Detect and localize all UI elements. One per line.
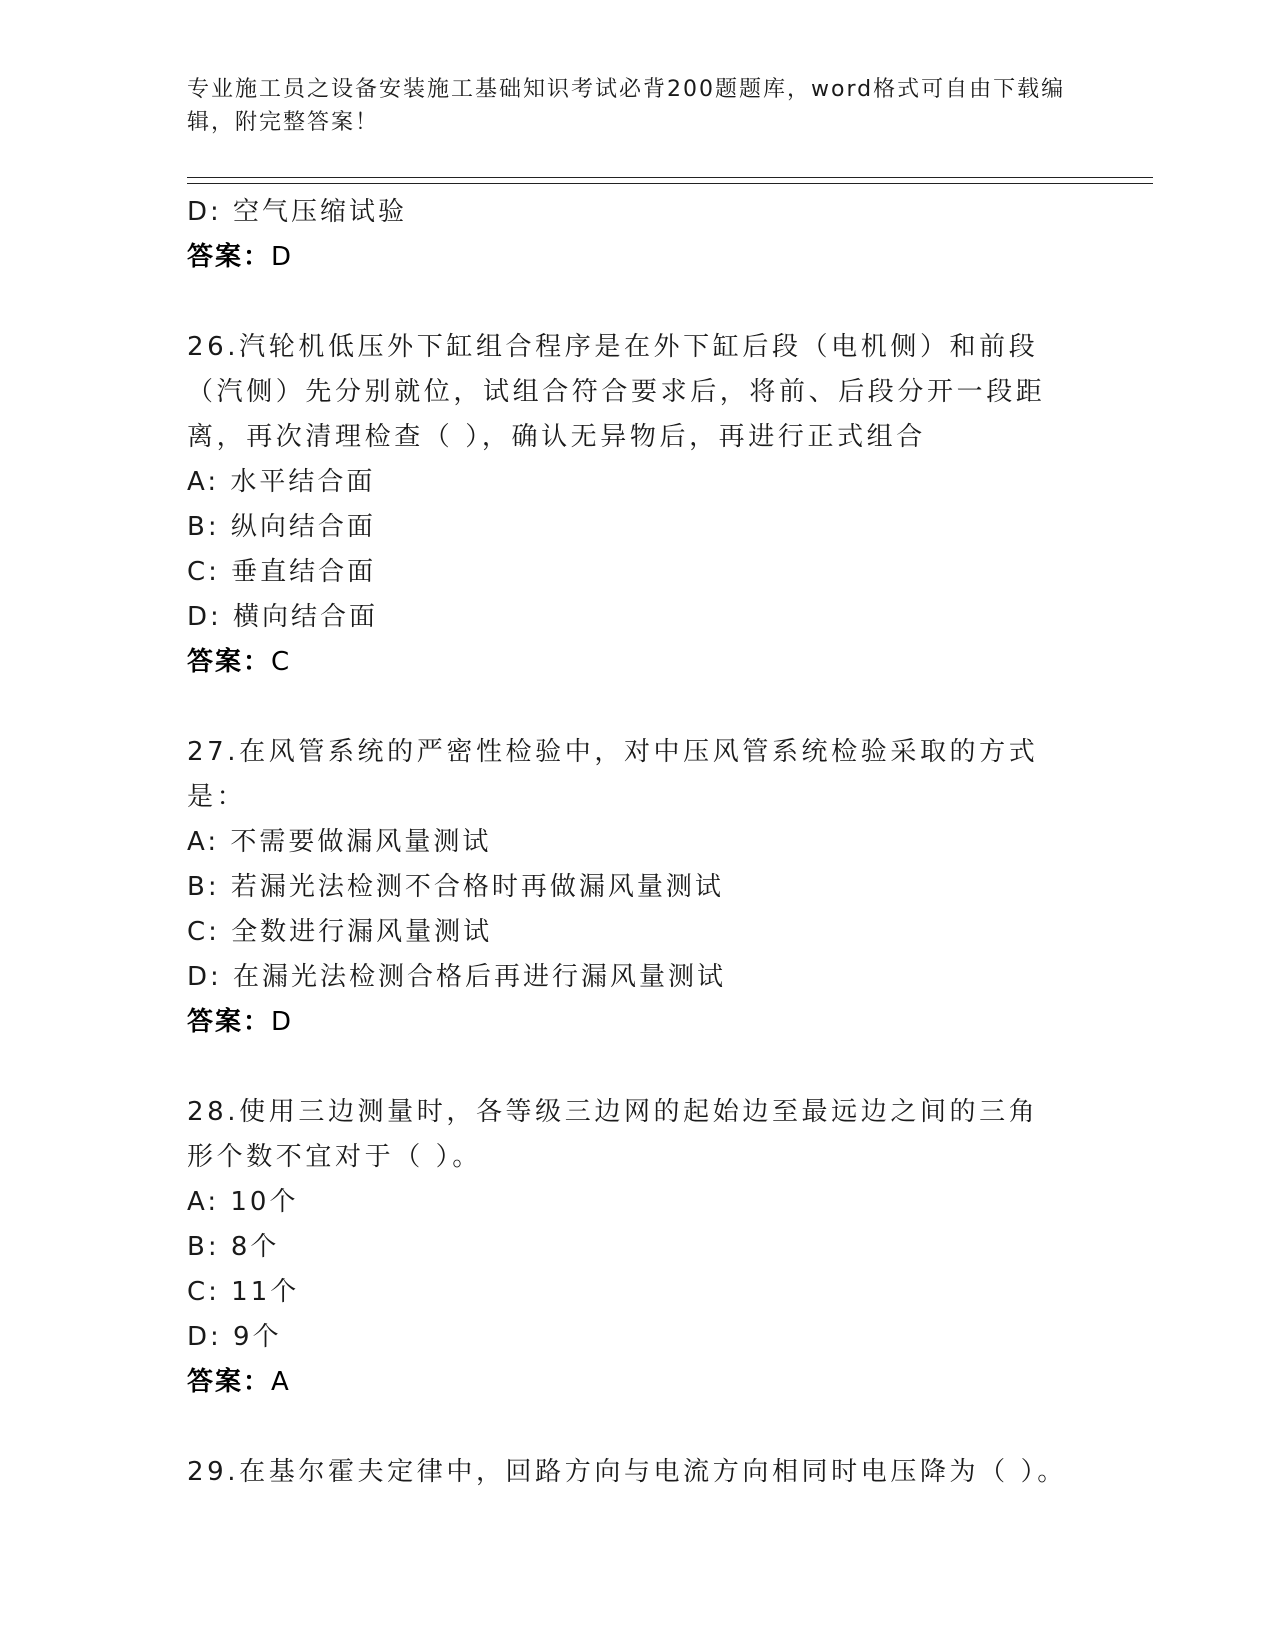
document-body: [187, 190, 1067, 1495]
option-b: B: 纵向结合面: [187, 512, 376, 542]
question-text: 26.汽轮机低压外下缸组合程序是在外下缸后段（电机侧）和前段（汽侧）先分别就位，试组合符合要求后，将前、后段分开一段距离，再次清理检查（ ），确认无异物后，再进行正式组合: [187, 332, 1046, 452]
answer-label: 答案：: [187, 242, 272, 272]
option-d: D: 在漏光法检测合格后再进行漏风量测试: [187, 962, 727, 992]
spacer: [187, 1405, 1067, 1450]
answer: [187, 235, 1067, 280]
answer: [187, 1000, 1067, 1045]
answer-label: 答案：: [187, 1367, 272, 1397]
answer-value: A: [271, 1367, 291, 1397]
option-d: D: 9个: [187, 1322, 282, 1352]
answer-value: D: [271, 242, 294, 272]
question-block: [187, 1450, 1067, 1495]
answer-value: C: [271, 647, 292, 677]
option-c: C: 全数进行漏风量测试: [187, 917, 493, 947]
question-text: 28.使用三边测量时，各等级三边网的起始边至最远边之间的三角形个数不宜对于（ ）。: [187, 1097, 1039, 1172]
document-header: [187, 73, 1087, 139]
question-text: 27.在风管系统的严密性检验中，对中压风管系统检验采取的方式是：: [187, 737, 1039, 812]
spacer: [187, 685, 1067, 730]
header-divider-bottom: [187, 183, 1153, 184]
answer-label: 答案：: [187, 647, 272, 677]
option-a: A: 10个: [187, 1187, 299, 1217]
option-a: A: 不需要做漏风量测试: [187, 827, 492, 857]
answer: [187, 1360, 1067, 1405]
header-divider-top: [187, 177, 1153, 178]
option-d: D: 横向结合面: [187, 602, 379, 632]
question-block: [187, 730, 1067, 1045]
answer: [187, 640, 1067, 685]
spacer: [187, 1045, 1067, 1090]
answer-label: 答案：: [187, 1007, 272, 1037]
question-text: 29.在基尔霍夫定律中，回路方向与电流方向相同时电压降为（ ）。: [187, 1457, 1067, 1487]
option-c: C: 垂直结合面: [187, 557, 377, 587]
option-b: B: 若漏光法检测不合格时再做漏风量测试: [187, 872, 724, 902]
option-a: A: 水平结合面: [187, 467, 376, 497]
option-d: D: 空气压缩试验: [187, 197, 408, 227]
header-title: 专业施工员之设备安装施工基础知识考试必背200题题库，word格式可自由下载编辑，附完整答案！: [187, 77, 1066, 135]
option-c: C: 11个: [187, 1277, 300, 1307]
question-block: [187, 325, 1067, 685]
spacer: [187, 280, 1067, 325]
answer-value: D: [271, 1007, 294, 1037]
question-block: [187, 1090, 1067, 1405]
option-b: B: 8个: [187, 1232, 280, 1262]
